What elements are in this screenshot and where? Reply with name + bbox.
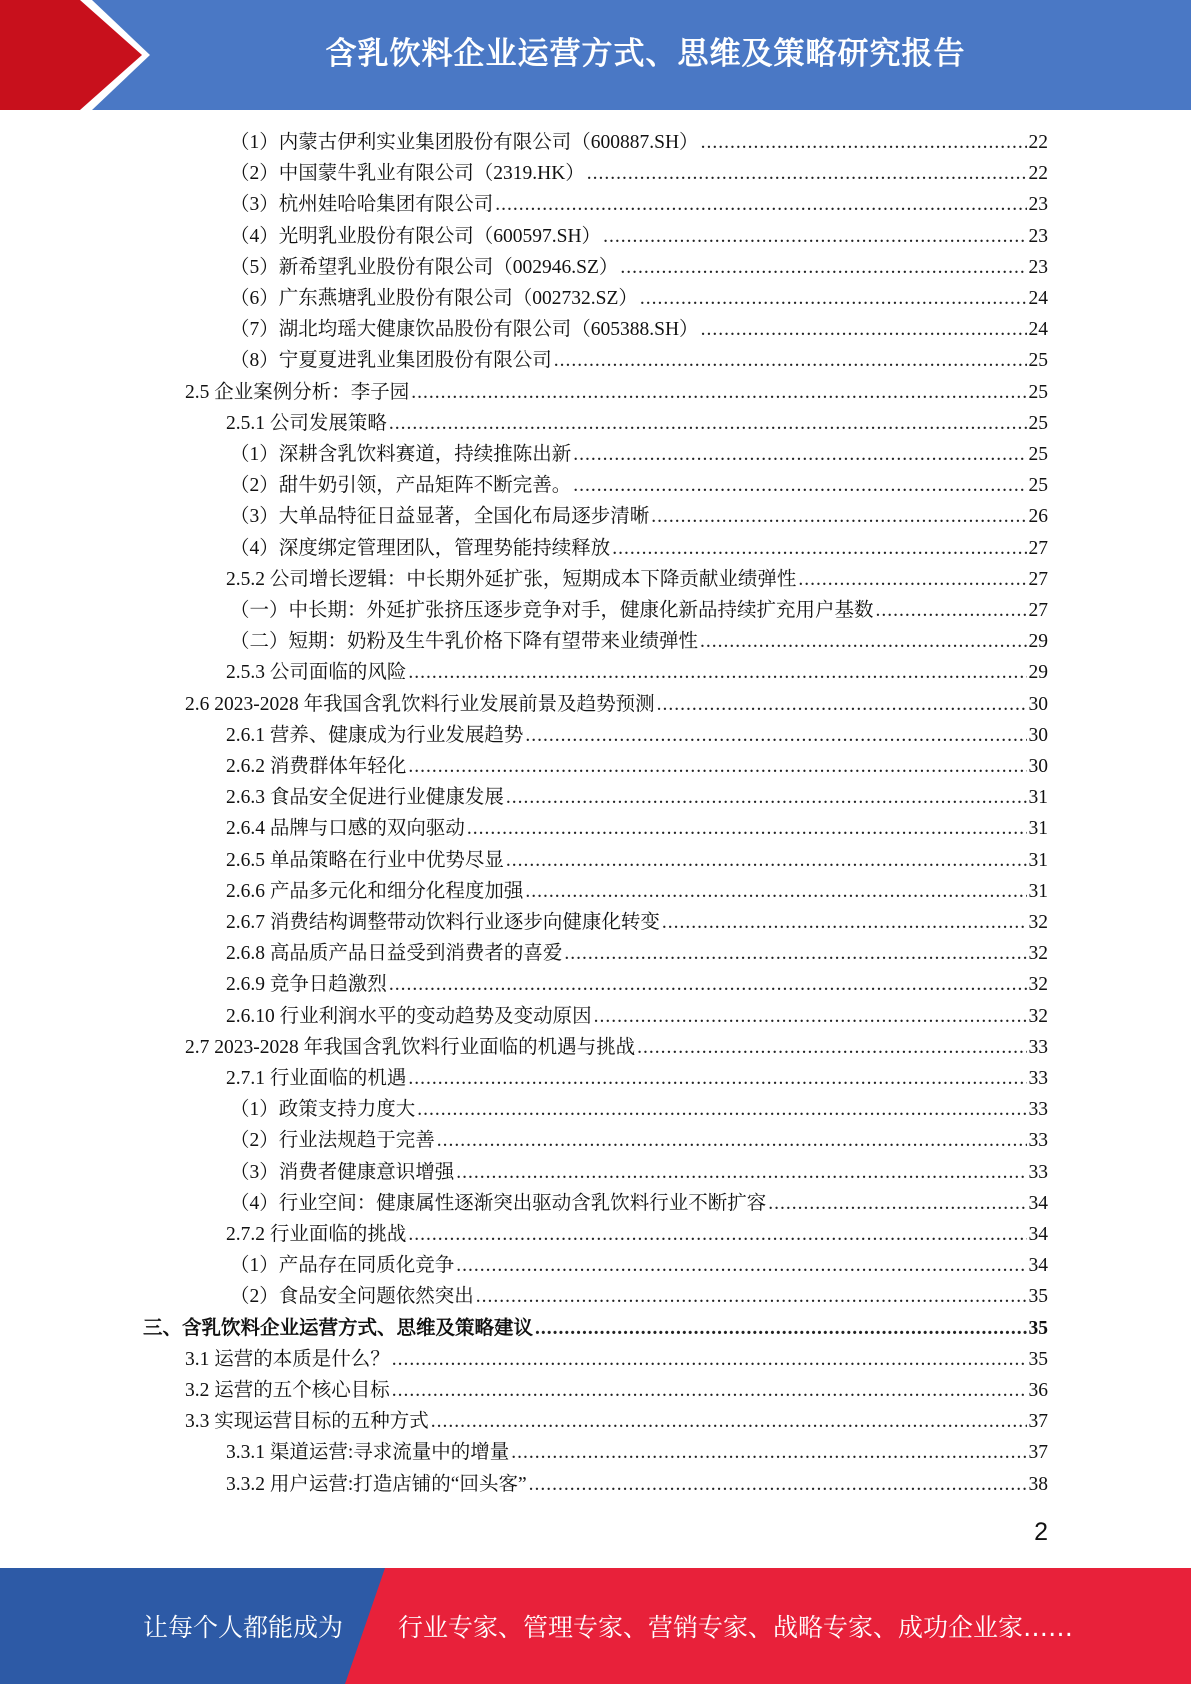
toc-entry-label: 2.6.1 营养、健康成为行业发展趋势 [226, 724, 524, 746]
toc-leader-dots [529, 1469, 1027, 1500]
toc-leader-dots [437, 1125, 1027, 1156]
toc-entry-page: 31 [1028, 849, 1048, 871]
toc-entry-label: 三、含乳饮料企业运营方式、思维及策略建议 [143, 1317, 534, 1339]
toc-entry[interactable] [230, 1157, 1048, 1188]
toc-leader-dots [392, 1375, 1027, 1406]
toc-entry[interactable] [226, 876, 1048, 907]
toc-entry-page: 38 [1028, 1473, 1048, 1495]
toc-entry[interactable] [185, 1375, 1048, 1406]
toc-leader-dots [587, 158, 1027, 189]
toc-entry-label: （2）中国蒙牛乳业有限公司（2319.HK） [230, 163, 585, 185]
toc-entry-label: 2.6.9 竞争日趋激烈 [226, 974, 387, 996]
page-number: 2 [1034, 1518, 1048, 1546]
toc-leader-dots [408, 657, 1026, 688]
toc-entry[interactable] [226, 907, 1048, 938]
toc-leader-dots [456, 1157, 1026, 1188]
toc-entry-page: 31 [1028, 787, 1048, 809]
toc-entry-label: 2.6.6 产品多元化和细分化程度加强 [226, 880, 524, 902]
toc-leader-dots [701, 127, 1027, 158]
toc-entry[interactable] [230, 252, 1048, 283]
toc-leader-dots [389, 408, 1027, 439]
footer-slogan-left: 让每个人都能成为 [143, 1613, 344, 1642]
toc-entry[interactable] [185, 1344, 1048, 1375]
toc-entry-page: 25 [1028, 350, 1048, 372]
toc-entry-page: 26 [1028, 506, 1048, 528]
toc-entry[interactable] [226, 408, 1048, 439]
toc-entry-label: 2.6.5 单品策略在行业中优势尽显 [226, 849, 504, 871]
toc-entry[interactable] [230, 1188, 1048, 1219]
toc-entry-label: （1）政策支持力度大 [230, 1099, 416, 1121]
toc-leader-dots [798, 564, 1026, 595]
report-title: 含乳饮料企业运营方式、思维及策略研究报告 [325, 35, 966, 72]
toc-entry-label: （1）产品存在同质化竞争 [230, 1255, 455, 1277]
toc-entry[interactable] [226, 1219, 1048, 1250]
toc-entry-label: （5）新希望乳业股份有限公司（002946.SZ） [230, 256, 619, 278]
toc-entry-label: （4）行业空间：健康属性逐渐突出驱动含乳饮料行业不断扩容 [230, 1192, 767, 1214]
toc-entry-label: （2）行业法规趋于完善 [230, 1130, 435, 1152]
toc-entry-label: 2.6 2023-2028 年我国含乳饮料行业发展前景及趋势预测 [185, 693, 655, 715]
toc-entry-label: 2.6.10 行业利润水平的变动趋势及变动原因 [226, 1005, 592, 1027]
toc-entry-label: 3.3.2 用户运营:打造店铺的“回头客” [226, 1473, 527, 1495]
toc-leader-dots [700, 626, 1026, 657]
toc-leader-dots [467, 813, 1027, 844]
toc-entry[interactable] [230, 1125, 1048, 1156]
toc-entry-label: 2.5.2 公司增长逻辑：中长期外延扩张，短期成本下降贡献业绩弹性 [226, 568, 797, 590]
toc-entry[interactable] [185, 689, 1048, 720]
toc-entry[interactable] [226, 720, 1048, 751]
toc-entry-page: 35 [1028, 1317, 1048, 1339]
toc-entry-label: （2）食品安全问题依然突出 [230, 1286, 474, 1308]
toc-leader-dots [389, 969, 1027, 1000]
toc-entry[interactable] [230, 283, 1048, 314]
toc-entry-page: 33 [1028, 1161, 1048, 1183]
page-footer [0, 1568, 1191, 1684]
toc-entry[interactable] [230, 470, 1048, 501]
toc-entry-page: 23 [1028, 256, 1048, 278]
toc-entry[interactable] [226, 751, 1048, 782]
toc-entry-label: 3.3 实现运营目标的五种方式 [185, 1411, 429, 1433]
toc-entry-label: （4）深度绑定管理团队，管理势能持续释放 [230, 537, 611, 559]
toc-entry-page: 25 [1028, 412, 1048, 434]
toc-leader-dots [525, 876, 1026, 907]
toc-entry-page: 34 [1028, 1224, 1048, 1245]
toc-leader-dots [408, 1063, 1026, 1094]
toc-entry[interactable] [230, 501, 1048, 532]
toc-entry-label: （一）中长期：外延扩张挤压逐步竞争对手，健康化新品持续扩充用户基数 [230, 600, 874, 621]
toc-entry-page: 32 [1028, 1005, 1048, 1027]
toc-entry[interactable] [185, 377, 1048, 408]
toc-entry[interactable] [226, 813, 1048, 844]
toc-entry[interactable] [226, 657, 1048, 688]
toc-entry[interactable] [226, 1063, 1048, 1094]
toc-leader-dots [701, 314, 1027, 345]
header-arrow-icon [0, 0, 142, 110]
toc-leader-dots [573, 439, 1026, 470]
toc-entry-label: （3）消费者健康意识增强 [230, 1161, 455, 1183]
toc-entry[interactable] [230, 439, 1048, 470]
toc-entry[interactable] [143, 1313, 1048, 1344]
toc-entry-label: 2.6.7 消费结构调整带动饮料行业逐步向健康化转变 [226, 912, 660, 933]
toc-entry[interactable] [185, 1032, 1048, 1063]
toc-entry-page: 34 [1028, 1255, 1048, 1277]
toc-entry-label: 2.6.4 品牌与口感的双向驱动 [226, 818, 465, 840]
toc-leader-dots [392, 1344, 1027, 1375]
toc-entry-label: （2）甜牛奶引领，产品矩阵不断完善。 [230, 475, 572, 497]
toc-entry-page: 31 [1028, 880, 1048, 902]
toc-entry[interactable] [230, 127, 1048, 158]
toc-entry-page: 35 [1028, 1286, 1048, 1308]
toc-entry[interactable] [226, 1437, 1048, 1468]
toc-entry-page: 22 [1028, 132, 1048, 153]
toc-entry-label: 2.6.8 高品质产品日益受到消费者的喜爱 [226, 943, 563, 965]
toc-entry-page: 32 [1028, 943, 1048, 965]
toc-leader-dots [554, 345, 1027, 376]
toc-leader-dots [768, 1188, 1026, 1219]
toc-entry-label: （8）宁夏夏进乳业集团股份有限公司 [230, 350, 552, 372]
toc-leader-dots [476, 1281, 1027, 1312]
toc-entry-label: （1）内蒙古伊利实业集团股份有限公司（600887.SH） [230, 132, 699, 153]
page-header [0, 0, 1191, 110]
toc-leader-dots [408, 1219, 1026, 1250]
toc-entry-page: 33 [1028, 1036, 1048, 1058]
toc-entry-label: 2.7.2 行业面临的挑战 [226, 1224, 407, 1245]
toc-entry-label: 2.5.3 公司面临的风险 [226, 662, 407, 684]
toc-entry[interactable] [230, 345, 1048, 376]
toc-leader-dots [417, 1094, 1026, 1125]
toc-leader-dots [408, 751, 1026, 782]
toc-leader-dots [535, 1313, 1026, 1344]
footer-slogan-right: 行业专家、管理专家、营销专家、战略专家、成功企业家…… [398, 1613, 1074, 1642]
toc-leader-dots [640, 283, 1027, 314]
toc-entry[interactable] [230, 533, 1048, 564]
toc-leader-dots [637, 1032, 1026, 1063]
toc-entry-label: 3.3.1 渠道运营:寻求流量中的增量 [226, 1442, 510, 1464]
toc-leader-dots [511, 1437, 1026, 1468]
toc-entry-page: 27 [1028, 537, 1048, 559]
toc-leader-dots [573, 470, 1026, 501]
toc-entry[interactable] [230, 189, 1048, 220]
toc-leader-dots [564, 938, 1026, 969]
toc-entry-page: 33 [1028, 1130, 1048, 1152]
toc-entry-label: （4）光明乳业股份有限公司（600597.SH） [230, 225, 602, 247]
toc-entry[interactable] [230, 221, 1048, 252]
toc-entry-page: 32 [1028, 974, 1048, 996]
toc-entry-label: 2.6.3 食品安全促进行业健康发展 [226, 787, 504, 809]
toc-entry-page: 33 [1028, 1099, 1048, 1121]
toc-entry-label: （二）短期：奶粉及生牛乳价格下降有望带来业绩弹性 [230, 631, 699, 653]
toc-entry-page: 22 [1028, 163, 1048, 185]
toc-entry-label: 3.1 运营的本质是什么？ [185, 1348, 390, 1370]
toc-entry[interactable] [226, 969, 1048, 1000]
toc-entry-label: 2.7 2023-2028 年我国含乳饮料行业面临的机遇与挑战 [185, 1036, 636, 1058]
toc-entry[interactable] [230, 1281, 1048, 1312]
toc-entry-page: 32 [1028, 912, 1048, 933]
toc-entry-page: 30 [1028, 693, 1048, 715]
toc-entry-page: 25 [1028, 381, 1048, 403]
toc-entry-label: （1）深耕含乳饮料赛道，持续推陈出新 [230, 444, 572, 465]
toc-leader-dots [662, 907, 1027, 938]
toc-leader-dots [456, 1250, 1026, 1281]
toc-entry-page: 27 [1028, 600, 1048, 621]
toc-entry-page: 37 [1028, 1442, 1048, 1464]
toc-entry-page: 27 [1028, 568, 1048, 590]
toc-entry[interactable] [226, 845, 1048, 876]
toc-leader-dots [431, 1406, 1027, 1437]
toc-entry[interactable] [230, 1250, 1048, 1281]
toc-leader-dots [495, 189, 1026, 220]
toc-entry-label: （6）广东燕塘乳业股份有限公司（002732.SZ） [230, 288, 638, 309]
toc-leader-dots [525, 720, 1026, 751]
toc-entry[interactable] [226, 1469, 1048, 1500]
toc-entry[interactable] [226, 782, 1048, 813]
toc-entry[interactable] [230, 314, 1048, 345]
toc-entry-label: 2.5.1 公司发展策略 [226, 412, 387, 434]
toc-entry[interactable] [230, 626, 1048, 657]
toc-entry-page: 29 [1028, 631, 1048, 653]
toc-entry[interactable] [185, 1406, 1048, 1437]
toc-leader-dots [651, 501, 1026, 532]
toc-entry-page: 24 [1028, 288, 1048, 309]
toc-entry[interactable] [230, 158, 1048, 189]
toc-entry-page: 37 [1028, 1411, 1048, 1433]
toc-leader-dots [506, 845, 1027, 876]
toc-entry-page: 23 [1028, 225, 1048, 247]
toc-entry-label: （7）湖北均瑶大健康饮品股份有限公司（605388.SH） [230, 319, 699, 341]
toc-entry-page: 24 [1028, 319, 1048, 341]
toc-entry-label: （3）杭州娃哈哈集团有限公司 [230, 194, 494, 216]
toc-entry[interactable] [226, 1001, 1048, 1032]
toc-leader-dots [657, 689, 1027, 720]
toc-entry-label: 3.2 运营的五个核心目标 [185, 1380, 390, 1401]
toc-entry-page: 34 [1028, 1192, 1048, 1214]
toc-entry-page: 35 [1028, 1348, 1048, 1370]
toc-entry-label: 2.5 企业案例分析：李子园 [185, 381, 410, 403]
toc-leader-dots [620, 252, 1026, 283]
toc-entry-label: （3）大单品特征日益显著，全国化布局逐步清晰 [230, 506, 650, 528]
toc-entry-page: 30 [1028, 724, 1048, 746]
toc-leader-dots [876, 595, 1027, 626]
toc-entry-page: 36 [1028, 1380, 1048, 1401]
toc-entry-page: 23 [1028, 194, 1048, 216]
toc-entry[interactable] [230, 1094, 1048, 1125]
toc-leader-dots [506, 782, 1027, 813]
toc-entry[interactable] [226, 564, 1048, 595]
toc-entry[interactable] [230, 595, 1048, 626]
toc-entry-page: 33 [1028, 1068, 1048, 1089]
toc-entry[interactable] [226, 938, 1048, 969]
toc-leader-dots [594, 1001, 1027, 1032]
toc-entry-label: 2.7.1 行业面临的机遇 [226, 1068, 407, 1089]
toc-leader-dots [411, 377, 1026, 408]
toc-leader-dots [612, 533, 1026, 564]
toc-entry-label: 2.6.2 消费群体年轻化 [226, 756, 407, 777]
toc-entry-page: 25 [1028, 444, 1048, 465]
toc-entry-page: 30 [1028, 756, 1048, 777]
toc-entry-page: 25 [1028, 475, 1048, 497]
toc-leader-dots [603, 221, 1026, 252]
toc-entry-page: 31 [1028, 818, 1048, 840]
toc-entry-page: 29 [1028, 662, 1048, 684]
